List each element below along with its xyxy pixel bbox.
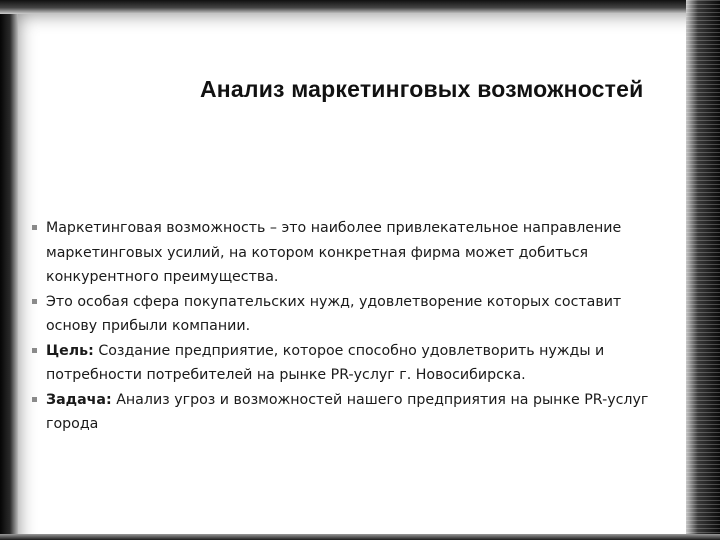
bullet-label: Цель: [46,342,94,359]
slide-title: Анализ маркетинговых возможностей [200,76,644,102]
frame-bottom-border [0,534,720,540]
bullet-list [30,216,660,437]
bullet-item [30,388,660,437]
bullet-text: Это особая сфера покупательских нужд, удовлетворение которых составит основу прибыли компании. [46,293,622,334]
frame-top-border [0,0,720,14]
square-bullet-icon [32,348,37,353]
square-bullet-icon [32,397,37,402]
square-bullet-icon [32,225,37,230]
frame-right-border [686,0,720,540]
frame-left-border [0,0,18,540]
bullet-item [30,290,660,339]
bullet-item [30,216,660,290]
bullet-item [30,339,660,388]
bullet-label: Задача: [46,391,112,408]
bullet-text: Маркетинговая возможность – это наиболее привлекательное направление маркетинговых усилий, на котором конкретная фирма может добиться конкурентного преимущества. [46,220,622,285]
bullet-text: Создание предприятие, которое способно удовлетворить нужды и потребности потребителей на рынке PR-услуг г. Новосибирска. [46,342,605,383]
square-bullet-icon [32,299,37,304]
slide-content [30,216,660,437]
bullet-text: Анализ угроз и возможностей нашего предприятия на рынке PR-услуг города [46,391,649,432]
